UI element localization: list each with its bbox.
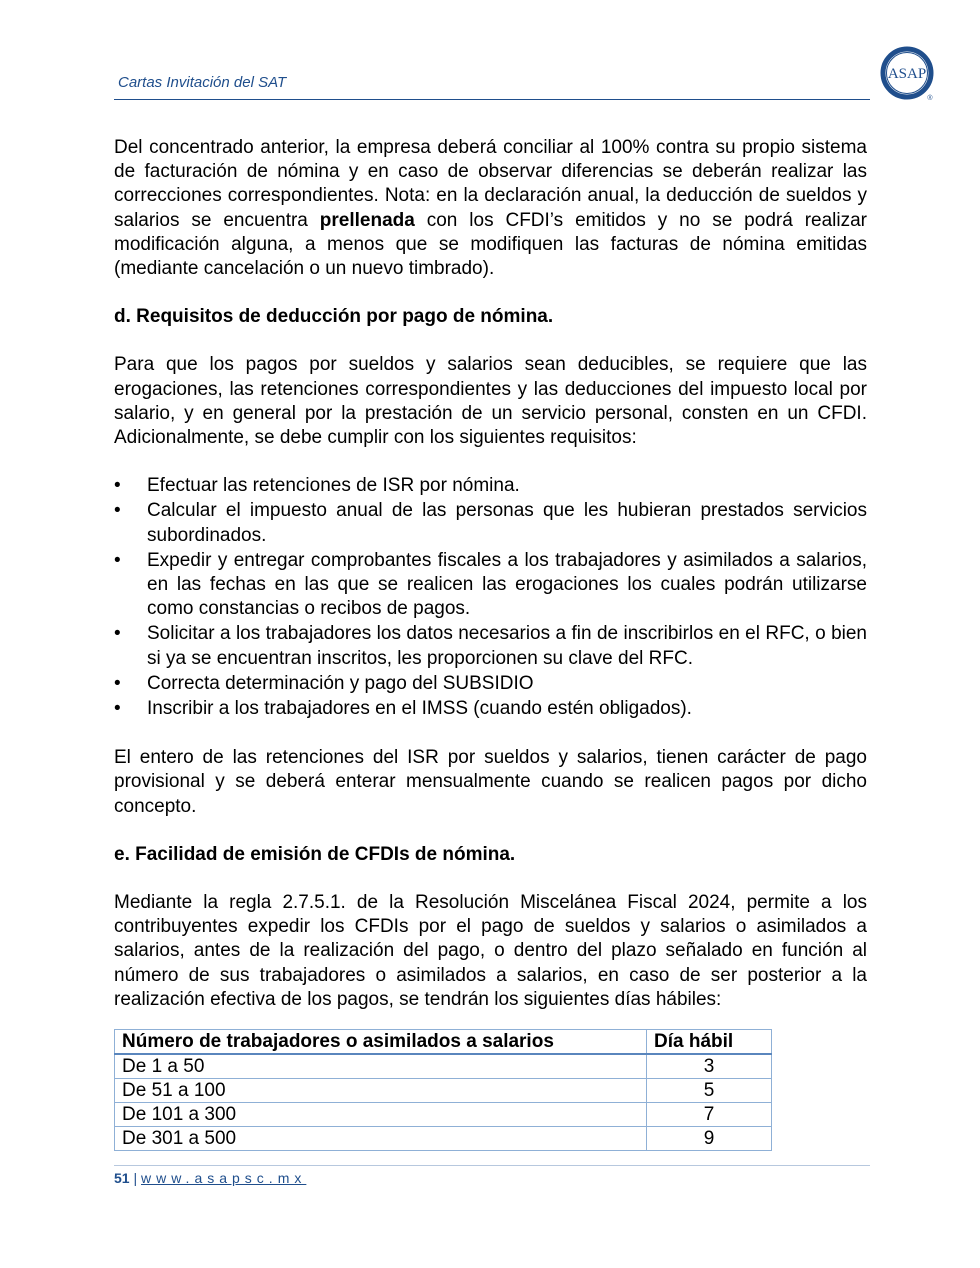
list-item <box>114 474 867 498</box>
bold-term: prellenada <box>319 209 415 231</box>
bullet-icon: • <box>114 672 121 694</box>
column-header-business-day: Día hábil <box>647 1030 772 1055</box>
page-content <box>114 136 867 1151</box>
bullet-icon: • <box>114 623 121 645</box>
bullet-icon: • <box>114 500 121 522</box>
requirements-list <box>114 474 867 721</box>
table-cell-days: 9 <box>647 1127 772 1151</box>
paragraph-conciliation <box>114 136 867 281</box>
section-heading-e: e. Facilidad de emisión de CFDIs de nómina. <box>114 843 516 865</box>
page-footer <box>114 1170 306 1186</box>
list-item-text: Expedir y entregar comprobantes fiscales a los trabajadores y asimilados a salarios, en las fechas en las que se realicen las erogaciones los cuales podrán utilizarse como constancias o recibos de pagos. <box>147 549 867 620</box>
header-divider <box>114 99 870 100</box>
list-item <box>114 697 867 721</box>
table-header-row <box>115 1030 772 1055</box>
section-heading-d: d. Requisitos de deducción por pago de nómina. <box>114 306 554 328</box>
paragraph-text: con los CFDI’s emitidos y no se podrá realizar modificación alguna, a menos que se modifiquen las facturas de nómina emitidas (mediante cancelación o un nuevo timbrado). <box>114 209 867 280</box>
footer-divider <box>114 1165 870 1166</box>
bullet-icon: • <box>114 549 121 571</box>
table-row <box>115 1127 772 1151</box>
list-item-text: Solicitar a los trabajadores los datos necesarios a fin de inscribirlos en el RFC, o bien si ya se encuentran inscritos, les proporcionen su clave del RFC. <box>147 623 867 669</box>
page-number: 51 <box>114 1170 130 1186</box>
table-cell-days: 7 <box>647 1103 772 1127</box>
bullet-icon: • <box>114 475 121 497</box>
paragraph-isr-payment: El entero de las retenciones del ISR por sueldos y salarios, tienen carácter de pago provisional y se deberá enterar mensualmente cuando se realicen pagos por dicho concepto. <box>114 747 867 817</box>
business-days-table <box>114 1029 772 1151</box>
table-row <box>115 1054 772 1079</box>
paragraph-rule-description: Mediante la regla 2.7.5.1. de la Resolución Miscelánea Fiscal 2024, permite a los contribuyentes expedir los CFDIs por el pago de sueldos y salarios o asimilados a salarios, antes de la realización del pago, o dentro del plazo señalado en función al número de sus trabajadores o asimilados a salarios, en caso de ser posterior a la realización efectiva de los pagos, se tendrán los siguientes días hábiles: <box>114 892 867 1010</box>
paragraph-text: Del concentrado anterior, la empresa deberá conciliar al 100% contra su propio sistema de facturación de nómina y en caso de observar diferencias se deberán realizar las correcciones correspondientes. Nota: en la declaración anual, la deducción de sueldos y salarios se encuentra <box>114 137 867 231</box>
logo-registered-mark: ® <box>927 95 933 102</box>
table-row <box>115 1103 772 1127</box>
asap-logo-icon <box>878 44 936 102</box>
logo-text: ASAP <box>887 66 927 82</box>
column-header-workers: Número de trabajadores o asimilados a salarios <box>115 1030 647 1055</box>
list-item-text: Correcta determinación y pago del SUBSIDIO <box>147 672 534 694</box>
list-item <box>114 672 867 696</box>
table-cell-days: 5 <box>647 1079 772 1103</box>
table-cell-range: De 51 a 100 <box>115 1079 647 1103</box>
footer-website-link[interactable]: www.asapsc.mx <box>141 1170 307 1186</box>
list-item <box>114 549 867 622</box>
list-item-text: Calcular el impuesto anual de las personas que les hubieran prestados servicios subordinados. <box>147 500 867 546</box>
paragraph-requirements-intro: Para que los pagos por sueldos y salarios sean deducibles, se requiere que las erogaciones, las retenciones correspondientes y las deducciones del impuesto local por salario, y en general por la prestación de un servicio personal, consten en un CFDI. Adicionalmente, se debe cumplir con los siguientes requisitos: <box>114 354 867 449</box>
list-item <box>114 622 867 670</box>
list-item-text: Efectuar las retenciones de ISR por nómina. <box>147 475 520 497</box>
page-header-title: Cartas Invitación del SAT <box>118 74 287 91</box>
bullet-icon: • <box>114 698 121 720</box>
table-cell-days: 3 <box>647 1054 772 1079</box>
list-item <box>114 499 867 547</box>
list-item-text: Inscribir a los trabajadores en el IMSS (cuando estén obligados). <box>147 698 692 720</box>
table-cell-range: De 1 a 50 <box>115 1054 647 1079</box>
table-row <box>115 1079 772 1103</box>
footer-separator: | <box>133 1170 138 1186</box>
table-cell-range: De 301 a 500 <box>115 1127 647 1151</box>
table-cell-range: De 101 a 300 <box>115 1103 647 1127</box>
